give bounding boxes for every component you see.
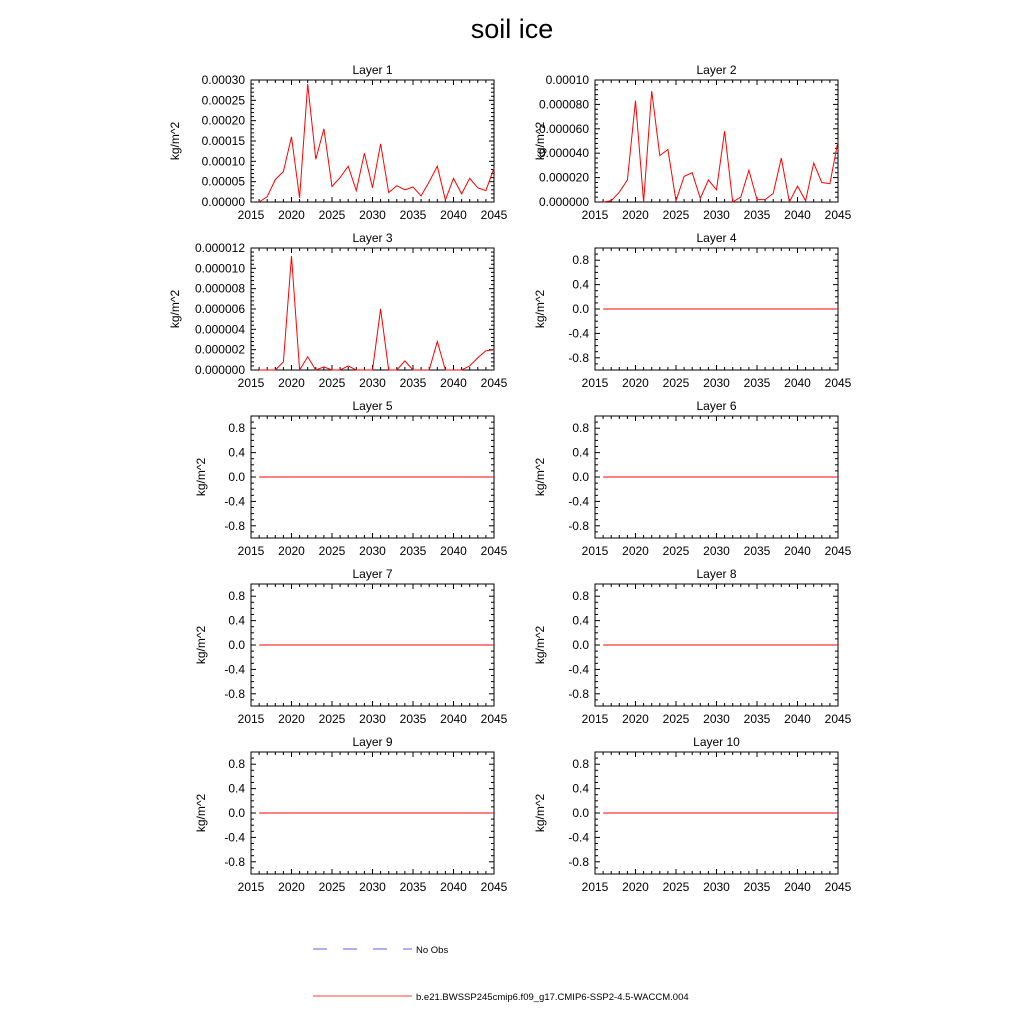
x-tick-label: 2030 xyxy=(359,712,386,726)
y-tick-label: 0.000040 xyxy=(538,146,589,161)
y-tick-label: 0.4 xyxy=(572,445,589,460)
y-tick-label: -0.4 xyxy=(568,830,589,845)
y-tick-label: 0.000002 xyxy=(194,342,245,357)
x-tick-label: 2030 xyxy=(359,880,386,894)
legend-label-model: b.e21.BWSSP245cmip6.f09_g17.CMIP6-SSP2-4.5-WACCM.004 xyxy=(416,992,689,1003)
x-tick-label: 2035 xyxy=(399,544,427,558)
x-tick-label: 2025 xyxy=(318,712,346,726)
x-tick-label: 2020 xyxy=(622,880,649,894)
panel-title: Layer 1 xyxy=(352,63,393,77)
x-tick-label: 2040 xyxy=(440,208,467,222)
y-axis-label: kg/m^2 xyxy=(194,793,208,833)
panel-title: Layer 4 xyxy=(696,231,737,245)
panel-title: Layer 6 xyxy=(696,399,737,413)
x-tick-label: 2030 xyxy=(703,712,730,726)
x-tick-label: 2015 xyxy=(237,712,265,726)
y-tick-label: 0.0 xyxy=(572,638,589,652)
panel-title: Layer 8 xyxy=(696,567,737,581)
x-tick-label: 2015 xyxy=(581,544,609,558)
x-tick-label: 2035 xyxy=(743,712,771,726)
x-tick-label: 2045 xyxy=(824,208,852,222)
page-title: soil ice xyxy=(470,14,554,44)
x-tick-label: 2025 xyxy=(662,208,690,222)
y-tick-label: 0.000000 xyxy=(194,363,245,377)
series-line xyxy=(603,91,838,202)
legend-label-no-obs: No Obs xyxy=(416,945,449,956)
x-tick-label: 2020 xyxy=(622,712,649,726)
x-tick-label: 2045 xyxy=(480,544,508,558)
plot-frame xyxy=(251,80,494,202)
x-tick-label: 2035 xyxy=(399,208,427,222)
y-tick-label: -0.8 xyxy=(568,686,589,701)
y-tick-label: 0.000020 xyxy=(538,170,589,185)
x-tick-label: 2045 xyxy=(824,712,852,726)
y-tick-label: 0.0 xyxy=(228,638,245,652)
chart-panel-9 xyxy=(194,735,508,894)
panel-title: Layer 2 xyxy=(696,63,737,77)
x-tick-label: 2025 xyxy=(662,544,690,558)
x-tick-label: 2025 xyxy=(318,208,346,222)
y-axis-label: kg/m^2 xyxy=(168,289,182,329)
x-tick-label: 2020 xyxy=(278,376,305,390)
series-line xyxy=(259,256,494,370)
y-tick-label: 0.0 xyxy=(228,806,245,820)
x-tick-label: 2040 xyxy=(440,880,467,894)
x-tick-label: 2040 xyxy=(440,376,467,390)
y-tick-label: 0.000012 xyxy=(194,241,245,255)
y-tick-label: 0.4 xyxy=(572,277,589,292)
x-tick-label: 2040 xyxy=(784,880,811,894)
x-tick-label: 2025 xyxy=(318,376,346,390)
y-tick-label: 0.00025 xyxy=(201,93,245,108)
y-axis-label: kg/m^2 xyxy=(168,121,182,161)
y-tick-label: 0.8 xyxy=(228,421,245,436)
y-axis-label: kg/m^2 xyxy=(533,121,547,161)
panel-title: Layer 10 xyxy=(693,735,740,749)
y-tick-label: 0.4 xyxy=(228,781,245,796)
y-tick-label: 0.0 xyxy=(572,806,589,820)
y-tick-label: 0.000060 xyxy=(538,121,589,136)
y-tick-label: 0.8 xyxy=(572,253,589,268)
x-tick-label: 2025 xyxy=(662,880,690,894)
x-tick-label: 2030 xyxy=(359,208,386,222)
chart-panel-8 xyxy=(533,567,852,726)
y-axis-label: kg/m^2 xyxy=(194,457,208,497)
chart-panel-10 xyxy=(533,735,852,894)
x-tick-label: 2015 xyxy=(581,712,609,726)
y-tick-label: 0.00010 xyxy=(201,154,245,169)
x-tick-label: 2045 xyxy=(480,208,508,222)
y-tick-label: 0.4 xyxy=(572,613,589,628)
y-tick-label: 0.8 xyxy=(572,757,589,772)
x-tick-label: 2040 xyxy=(440,544,467,558)
y-tick-label: 0.00015 xyxy=(201,134,245,148)
x-tick-label: 2040 xyxy=(784,544,811,558)
x-tick-label: 2045 xyxy=(480,880,508,894)
y-tick-label: 0.0 xyxy=(572,470,589,484)
x-tick-label: 2045 xyxy=(824,376,852,390)
x-tick-label: 2035 xyxy=(743,544,771,558)
y-tick-label: -0.4 xyxy=(568,494,589,509)
x-tick-label: 2035 xyxy=(399,880,427,894)
y-tick-label: -0.4 xyxy=(224,662,245,677)
y-tick-label: -0.8 xyxy=(568,518,589,533)
x-tick-label: 2040 xyxy=(784,712,811,726)
series-line xyxy=(259,84,494,202)
chart-panel-2 xyxy=(533,63,852,222)
x-tick-label: 2035 xyxy=(399,376,427,390)
y-tick-label: -0.8 xyxy=(224,518,245,533)
y-tick-label: 0.00020 xyxy=(201,113,245,128)
x-tick-label: 2020 xyxy=(622,544,649,558)
x-tick-label: 2045 xyxy=(480,376,508,390)
x-tick-label: 2030 xyxy=(359,544,386,558)
x-tick-label: 2015 xyxy=(581,208,609,222)
panel-title: Layer 7 xyxy=(352,567,393,581)
y-tick-label: -0.4 xyxy=(224,830,245,845)
x-tick-label: 2030 xyxy=(703,880,730,894)
y-tick-label: 0.000006 xyxy=(194,302,245,316)
y-tick-label: 0.4 xyxy=(228,445,245,460)
y-tick-label: -0.8 xyxy=(224,686,245,701)
y-tick-label: 0.8 xyxy=(228,589,245,604)
x-tick-label: 2015 xyxy=(581,376,609,390)
x-tick-label: 2020 xyxy=(278,544,305,558)
x-tick-label: 2025 xyxy=(662,712,690,726)
x-tick-label: 2030 xyxy=(703,208,730,222)
x-tick-label: 2040 xyxy=(784,376,811,390)
y-axis-label: kg/m^2 xyxy=(194,625,208,665)
x-tick-label: 2040 xyxy=(440,712,467,726)
y-tick-label: 0.000004 xyxy=(194,322,245,337)
x-tick-label: 2045 xyxy=(824,544,852,558)
chart-panel-3 xyxy=(168,231,508,390)
y-tick-label: 0.0 xyxy=(228,470,245,484)
chart-panel-1 xyxy=(168,63,508,222)
y-tick-label: 0.4 xyxy=(572,781,589,796)
y-axis-label: kg/m^2 xyxy=(533,289,547,329)
y-axis-label: kg/m^2 xyxy=(533,793,547,833)
x-tick-label: 2035 xyxy=(743,208,771,222)
y-axis-label: kg/m^2 xyxy=(533,625,547,665)
y-tick-label: 0.00010 xyxy=(545,73,589,87)
y-tick-label: 0.4 xyxy=(228,613,245,628)
x-tick-label: 2025 xyxy=(318,544,346,558)
x-tick-label: 2015 xyxy=(237,208,265,222)
y-tick-label: 0.00000 xyxy=(201,195,245,209)
y-tick-label: 0.000080 xyxy=(538,97,589,112)
panel-title: Layer 9 xyxy=(352,735,393,749)
panel-title: Layer 3 xyxy=(352,231,393,245)
x-tick-label: 2020 xyxy=(278,880,305,894)
y-tick-label: -0.4 xyxy=(568,326,589,341)
x-tick-label: 2030 xyxy=(703,376,730,390)
chart-panel-5 xyxy=(194,399,508,558)
chart-panel-6 xyxy=(533,399,852,558)
x-tick-label: 2045 xyxy=(824,880,852,894)
x-tick-label: 2015 xyxy=(237,376,265,390)
panel-title: Layer 5 xyxy=(352,399,393,413)
legend xyxy=(313,945,689,1003)
y-tick-label: 0.8 xyxy=(572,421,589,436)
x-tick-label: 2020 xyxy=(278,208,305,222)
x-tick-label: 2040 xyxy=(784,208,811,222)
y-tick-label: -0.4 xyxy=(224,494,245,509)
x-tick-label: 2025 xyxy=(318,880,346,894)
x-tick-label: 2015 xyxy=(237,880,265,894)
x-tick-label: 2035 xyxy=(399,712,427,726)
y-axis-label: kg/m^2 xyxy=(533,457,547,497)
y-tick-label: 0.8 xyxy=(572,589,589,604)
x-tick-label: 2020 xyxy=(278,712,305,726)
y-tick-label: -0.4 xyxy=(568,662,589,677)
y-tick-label: 0.000000 xyxy=(538,195,589,209)
y-tick-label: -0.8 xyxy=(568,854,589,869)
chart-panel-7 xyxy=(194,567,508,726)
y-tick-label: 0.00030 xyxy=(201,73,245,87)
y-tick-label: 0.0 xyxy=(572,302,589,316)
y-tick-label: 0.00005 xyxy=(201,174,245,189)
x-tick-label: 2025 xyxy=(662,376,690,390)
chart-panel-4 xyxy=(533,231,852,390)
x-tick-label: 2015 xyxy=(581,880,609,894)
y-tick-label: -0.8 xyxy=(224,854,245,869)
x-tick-label: 2035 xyxy=(743,880,771,894)
y-tick-label: -0.8 xyxy=(568,350,589,365)
x-tick-label: 2045 xyxy=(480,712,508,726)
x-tick-label: 2030 xyxy=(359,376,386,390)
x-tick-label: 2030 xyxy=(703,544,730,558)
y-tick-label: 0.8 xyxy=(228,757,245,772)
y-tick-label: 0.000008 xyxy=(194,281,245,296)
y-tick-label: 0.000010 xyxy=(194,261,245,276)
x-tick-label: 2020 xyxy=(622,208,649,222)
x-tick-label: 2020 xyxy=(622,376,649,390)
x-tick-label: 2035 xyxy=(743,376,771,390)
x-tick-label: 2015 xyxy=(237,544,265,558)
